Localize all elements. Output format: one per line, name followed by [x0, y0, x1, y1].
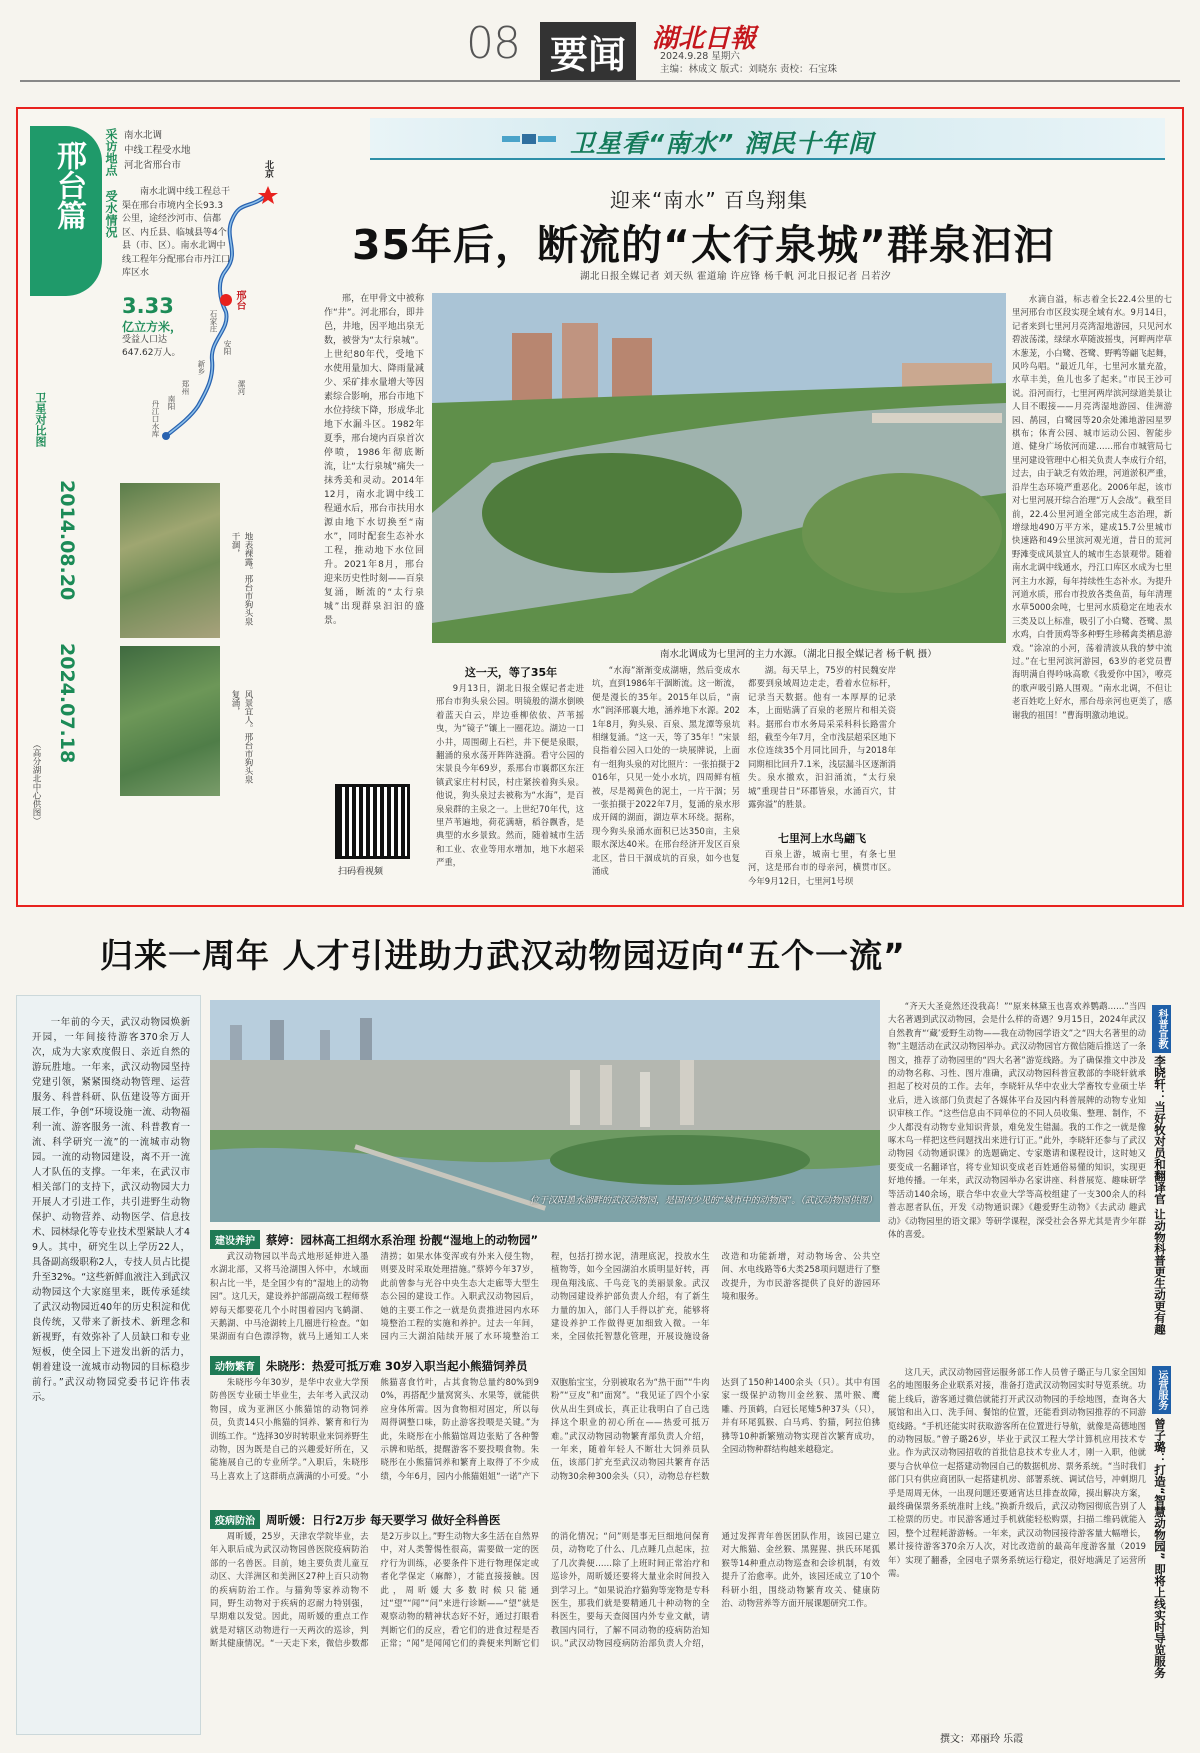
masthead-rule [20, 80, 1180, 82]
section-3-body [210, 1530, 880, 1735]
side-label-location: 采访地点 [104, 128, 118, 176]
side-figure-note: 受益人口达647.62万人。 [122, 335, 181, 358]
route-map [140, 160, 290, 450]
masthead [0, 0, 1200, 80]
section-2-header [210, 1356, 528, 1375]
subhead-2: 七里河上水鸟翩飞 [778, 832, 866, 845]
qr-code[interactable] [335, 784, 410, 859]
right-text-2: 这几天，武汉动物园营运服务部工作人员曾子璐正与几家全国知名的地图服务企业联系对接，准备打造武汉动物园实时导览系统。功能上线后，游客通过微信就能打开武汉动物园的手绘地图，查询各大展馆和出入口、洗手间、餐馆的位置，还能看到动物园推荐的不同游览线路。“手机还能实时获取游客所在位置进行导航，就像是高德地图的动物园版。”曾子璐26岁，毕业于武汉工程大学计算机应用技术专业。作为武汉动物园招收的首批信息技术专业人才，刚一入职，他就要与合伙单位一起搭建动物园自己的数据机房、票务系统。“当时我们部门只有供应商团队一起搭建机房、部署系统、调试信号，冲刺期几乎是周周无休，一出现问题还要通宵达旦排查故障，摸出解决方案，最终确保票务系统准时上线。”换新升级后，武汉动物园彻底告别了人工检票的历史。市民游客通过手机就能轻松购票，扫描二维码就能入园，整个过程耗游游畅。一年来，武汉动物园接待游客量大幅增长，累计接待游客370余万人次，对比改造前的最高年度游客量（2019年）实现了翻番，全园电子票务系统运行稳定，很好地满足了运营所需。 [888, 1367, 1146, 1579]
paper-logo: 湖北日報 [652, 24, 757, 54]
satellite-image-2014 [120, 483, 220, 638]
right-tag-1: 科普宣教 [1152, 1005, 1171, 1053]
map-label-city: 石家庄 [209, 310, 218, 333]
section-1-title: 蔡婷：园林高工担纲水系治理 扮靓“湿地上的动物园” [266, 1232, 539, 1247]
body-column-d [1012, 293, 1172, 898]
zoo-left-text: 一年前的今天，武汉动物园焕新开园，一年间接待游客370余万人次，成为大家欢度假日、亲近自然的游玩胜地。一年来，武汉动物园坚持党建引领，紧紧围绕动物管理、运营服务、科普科研、队伍建设等方面开展工作，争创“环境设施一流、动物福利一流、游客服务一流、科普教育一流、科学研究一流”的一流城市动物园。一流的动物园建设，离不开一流人才队伍的支撑。一年来，在武汉市相关部门的支持下，武汉动物园大力开展人才引进工作，共引进野生动物保护、动物营养、动物医学、信息技术、园林绿化等专业技术型紧缺人才49人。其中，研究生以上学历22人，具备副高级职称2人，专技人员占比提升至32%。“这些新鲜血液注入到武汉动物园这个大家庭里来，既传承延续了武汉动物园近40年的历史积淀和优良传统，又带来了新技术、新理念和新视野，有效弥补了人员缺口和专业短板，使全园上下迸发出新的活力，朝着建设一流城市动物园的目标稳步前行。”武汉动物园党委书记许伟表示。 [32, 1017, 190, 1403]
section-1-tag: 建设养护 [210, 1230, 260, 1249]
photo-caption: 南水北调成为七里河的主力水源。（湖北日报全媒记者 杨千帆 摄） [660, 649, 937, 660]
zoo-aerial-image [210, 1000, 880, 1222]
satellite-image-2024 [120, 646, 220, 796]
right-text-1: “齐天大圣竟然还没我高！”“原来林黛玉也喜欢养鹦鹉……”当四大名著遇到武汉动物园，会是什么样的奇遇？9月15日，2024年武汉自然教育“‘藏’爱野生动物——我在动物园学语文”之“四大名著里的动物”主题活动在武汉动物园举办。武汉动物园官方微信随后推送了一条图文，推荐了动物园里的“四大名著”游览线路。为了确保推文中涉及的动物名称、习性、图片准确，武汉动物园科普宣教部的李晓轩就承担起了校对员的工作。去年，李晓轩从华中农业大学畜牧专业硕士毕业后，进入该部门负责起了各媒体平台及园内科普展牌的动物专业知识审核工作。“这些信息由不同单位的不同人员收集、整理、制作，不少人都没有动物专业知识背景，难免发生错漏。我的工作之一就是像啄木鸟一样把这些问题找出来进行订正。”此外，李晓轩还参与了武汉动物园《动物通识课》的选题确定、专家邀请和课程设计，这时她又要变成一名翻译官，将专业知识变成老百姓通俗易懂的知识，实现更好地传播。一年来，武汉动物园举办名家讲座、科普展览、趣味研学等活动140余场，联合华中农业大学等高校组建了一支300余人的科普志愿者队伍，开发《动物通识课》《趣爱野生动物》《去武动 趣武动》《动物园里的语文课》等研学课程，深受社会各界尤其是青少年群体的喜爱。 [888, 1001, 1146, 1239]
xingtai-marker-icon [220, 294, 232, 306]
section-title: 要闻 [540, 22, 636, 81]
body-text: 百泉上游，城南七里，有条七里河，这是邢台市的母亲河，横贯市区。今年9月12日，七里河1号坝 [748, 849, 896, 886]
side-label-water: 受水情况 [104, 190, 118, 238]
banner-title: 卫星看“南水” 润民十年间 [570, 129, 874, 158]
body-column-c [748, 664, 896, 826]
side-figure-unit: 亿立方米， [122, 320, 183, 334]
map-label-city: 安阳 [223, 340, 232, 355]
side-place-line: 南水北调 [124, 130, 163, 141]
sat-caption-1: 地表裸露。邢台市狗头泉干涸， [230, 532, 253, 626]
section-2-title: 朱晓彤：热爱可抵万难 30岁入职当起小熊猫饲养员 [266, 1358, 528, 1373]
map-label-city: 郑州 [181, 380, 190, 395]
section-1-header [210, 1230, 538, 1249]
right-tag-2: 运营服务 [1152, 1366, 1171, 1414]
section-3-title: 周昕媛：日行2万步 每天要学习 做好全科兽医 [266, 1512, 501, 1527]
feature-byline: 湖北日报全媒记者 刘天纵 霍道瑜 许应锋 杨千帆 河北日报记者 吕若汐 [580, 271, 892, 282]
map-label-beijing: 北京 [263, 160, 273, 178]
map-label-city: 南阳 [167, 395, 176, 410]
section-3-header [210, 1510, 501, 1529]
date-line: 2024.9.28 星期六 [660, 51, 740, 62]
map-label-city: 漯河 [237, 380, 246, 395]
intro-text: 邢，在甲骨文中被称作“井”。河北邢台，即井邑，井地，因平地出泉无数，被誉为“太行泉城”。上世纪80年代，受地下水使用量加大、降雨量减少、采矿排水量增大等因素综合影响，邢台市地下水位持续下降，形成华北地下水漏斗区。1982年夏季，邢台境内百泉首次停喷，1986年彻底断流，让“太行泉城”痛失一抹秀美和灵动。2014年12月，南水北调中线工程通水后，邢台市扶用水源由地下水切换至“南水”，同时配套生态补水工程，推动地下水位回升。2021年8月，邢台迎来历史性时刻——百泉复涌，断流的“太行泉城”出现群泉汩汩的盛景。 [324, 294, 424, 626]
body-column-c2 [748, 848, 896, 898]
feature-headline: 35年后，断流的“太行泉城”群泉汩汩 [352, 221, 1055, 269]
river-landscape-image [432, 293, 1006, 643]
body-text: 湖。每天早上，75岁的村民魏安岸都要到泉域周边走走，看着水位标杆，记录当天数据。他有一本厚厚的记录本，上面贴满了百泉的老照片和相关资料。据邢台市水务局采采科科长路雷介绍，截至今年7月，全市浅层超采区地下水位连续35个月同比回升，与2018年同期相比回升7.1米，浅层漏斗区逐渐消失。泉水撤欢，汩汩涌流，“太行泉城”重现昔日“环郡皆泉，水涌百穴，甘露弥溢”的胜景。 [748, 665, 896, 810]
map-label-xingtai: 邢台 [234, 290, 245, 310]
qr-caption: 扫码看视频 [338, 867, 384, 877]
satellite-icon [500, 124, 560, 154]
intro-column [324, 292, 424, 812]
map-label-danjiangkou: 丹江口水库 [151, 400, 160, 438]
main-photo [432, 293, 1006, 643]
sat-date-2: 2024.07.18 [56, 643, 78, 764]
sat-compare-label: 卫星对比图 [34, 392, 47, 447]
zoo-left-column [32, 1015, 190, 1720]
section-3-text: 周昕媛，25岁，天津农学院毕业，去年入职后成为武汉动物园兽医院疫病防治部的一名兽医。目前，她主要负责儿童互动区、大洋洲区和美洲区27种上百只动物的疾病防治工作。与猫狗等家养动物不同，野生动物对于疾病的忍耐力特别强，早期难以发觉。因此，周昕媛的重点工作就是对辖区动物进行一天两次的巡诊，判断其健康情况。“一天走下来，微信步数都是2万步以上。”野生动物大多生活在自然界中，对人类警惕性很高，需要做一定的医疗行为训练，必要条件下进行物理保定或者化学保定（麻醉），才能直接接触。因此，周昕媛大多数时候只能通过“望”“闻”“问”来进行诊断——“望”就是观察动物的精神状态好不好，通过打眼看判断它们的反应，看它们的进食过程是否正常；“闻”是闻闻它们的粪便来判断它们的消化情况；“问”则是事无巨细地问保育员，动物吃了什么、几点睡几点起床，拉了几次粪便……除了上班时间正常治疗和巡诊外，周昕媛还要将大量业余时间投入到学习上。“如果说治疗猫狗等宠物是专科医生，那我们就是要精通几十种动物的全科医生，要每天查阅国内外专业文献，请教国内同行，了解不同动物的疫病防治知识。”武汉动物园疫病防治部负责人介绍，通过发挥青年兽医团队作用，该园已建立对大熊猫、金丝猴、黑猩猩、拱氏环尾狐猴等14种重点动物巡查和会诊机制，有效提升了治愈率。此外，该园还成立了10个科研小组，围绕动物繁育攻关、健康防治、动物营养等方面开展课题研究工作。 [210, 1531, 880, 1649]
section-2-tag: 动物繁育 [210, 1356, 260, 1375]
body-column-b [592, 664, 740, 897]
feature-kicker: 迎来“南水” 百鸟翔集 [610, 188, 809, 212]
section-1-text: 武汉动物园以半岛式地形延伸进入墨水湖北部，又将马沧湖围入怀中，水域面积占比一半，是全国少有的“湿地上的动物园”。这几天，建设养护部副高级工程师蔡婷每天都要花几个小时围着园内飞鹤湖、天鹅湖、中马沧湖转上几圈进行检查。“如果湖面有白色漂浮物，就马上通知工人来清捞；如果水体变浑或有外来入侵生物，则要及时采取处理措施。”蔡婷今年37岁，此前曾参与光谷中央生态大走廊等大型生态公园的建设工作。入职武汉动物园后，她的主要工作之一就是负责推进园内水环境整治工程的实施和养护。过去一年间，园内三大湖泊陆续开展了水环境整治工程，包括打捞水泥，清理底泥，投放水生植物等，如今全园湖泊水质明显好转，再现鱼翔浅底、千鸟竞飞的美丽景象。武汉动物园建设养护部负责人介绍，有了新生力量的加入，部门人手得以扩充，能够将建设养护工作做得更加细致入微。一年来，全园依托智慧化管理，开展设施设备改造和功能新增，对动物场舍、公共空间、水电线路等6大类258项问题进行了整改提升，为市民游客提供了良好的游园环境和服务。 [210, 1251, 880, 1342]
side-info: 南水北调中线工程总干渠在邢台市境内全长93.3公里，途经沙河市、信都区、内丘县、临城县等4个县（市、区）。南水北调中线工程年分配邢台市丹江口库区水 [122, 187, 231, 278]
editor-line: 主编：林成文 版式：刘晓东 责校：石宝珠 [660, 64, 838, 75]
side-title: 邢台篇 [51, 140, 86, 230]
sat-date-1: 2014.08.20 [56, 480, 78, 601]
page-number: 08 [466, 18, 520, 69]
section-1-body [210, 1250, 880, 1350]
right-title-2: 曾子璐：打造“智慧动物园” 即将上线实时导览服务 [1153, 1418, 1167, 1679]
side-place-line: 中线工程受水地 [124, 145, 191, 156]
subhead-1: 这一天，等了35年 [464, 666, 558, 679]
feature-banner [370, 118, 1165, 160]
body-column-a [436, 682, 584, 897]
side-place-line: 河北省邢台市 [124, 160, 182, 171]
zoo-headline: 归来一周年 人才引进助力武汉动物园迈向“五个一流” [100, 936, 906, 975]
right-column-1 [888, 1000, 1146, 1356]
sat-caption-2: 风景宜人。邢台市狗头泉复涌， [230, 690, 253, 784]
zoo-photo [210, 1000, 880, 1222]
right-column-2 [888, 1366, 1146, 1711]
zoo-footer: 撰文：邓丽玲 乐霞 [940, 1734, 1024, 1745]
map-label-city: 新乡 [197, 360, 206, 375]
body-text: 9月13日，湖北日报全媒记者走进邢台市狗头泉公园。明镜般的湖水倒映着蓝天白云，岸边垂柳依依、芦苇摇曳，为“镜子”镶上一圈花边。湖边一口小井，周围砌上石栏，井下便是泉眼，翻涌的泉水荡开阵阵涟漪。看守公园的宋景良今年69岁，系邢台市襄都区东汪镇武家庄村村民，村庄紧挨着狗头泉。他说，狗头泉过去被称为“水海”，是百泉泉群的主泉之一。上世纪70年代，这里芦苇遍地，荷花满塘，稻谷飘香，是典型的水乡景致。然而，随着城市生活和工业、农业等用水增加，地下水超采严重， [436, 683, 584, 868]
body-text: 水滴自溢，标志着全长22.4公里的七里河邢台市区段实现全域有水。9月14日，记者来到七里河月亮湾湿地游园，只见河水碧波荡漾，绿绿水草随波摇曳，河畔两岸草木葱茏，小白鹭、苍鹭、野鸭等翩飞起舞，风吟鸟唱。“最近几年，七里河水量充盈，水草丰美，鱼儿也多了起来。”市民王沙可说。沿河而行，七里河两岸滨河绿道美景让人目不暇接——月亮湾湿地游园、佳洲游园、鹊园，白鹭园等20余处滩地游园星罗棋布；体育公园、城市运动公园、智能步道、健身广场依河而建……邢台市城管局七里河建设管理中心相关负责人李成行介绍，过去，由于缺乏有效治理，河道淤积严重，沿岸生态环境严重恶化。2006年起，该市对七里河展开综合治理“万人会战”。截至目前，22.4公里河道全部完成生态治理，新增绿地490万平方米，建成15.7公里城市快速路和49公里滨河观光道，昔日的荒河野滩变成风景宜人的城市生态景观带。随着南水北调中线通水，丹江口库区水成为七里河主力水源，每年持续性生态补水。为提升河道水质，邢台市投放各类鱼苗，每年清理水草5000余吨，七里河水质稳定在地表水三类及以上标准，吸引了小白鹭、苍鹭、黑水鸡，白骨顶鸡等多种野生珍稀禽类栖息游戏。“涂凉的小河，荡着清波从我的梦中流过。”在七里河滨河游园，63岁的老党员曹海明满自得吟咏高歌《我爱你中国》，嘹亮的歌声吸引路人围观。“南水北调，不但让老百姓吃上好水，邢台母亲河也更美了，感谢我的祖国！”曹海明激动地说。 [1012, 294, 1172, 720]
section-2-text: 朱晓彤今年30岁，是华中农业大学预防兽医专业硕士毕业生，去年考入武汉动物园，成为亚洲区小熊猫馆的动物饲养员，负责14只小熊猫的饲养、繁育和行为训练工作。“选择30岁时转职业来饲养野生动物，因为既是自己的兴趣爱好所在，又能施展自己的专业所学。”入职后，朱晓彤马上喜欢上了这群萌点满满的小可爱。“小熊猫喜食竹叶，占其食物总量约80%到90%，再搭配少量窝窝头、水果等，就能供应身体所需。因为食物相对固定，所以每周得调整口味，防止游客投喂是关键。”为此，朱晓彤在小熊猫馆周边张贴了各种警示牌和贴纸，提醒游客不要投喂食物。朱晓彤在小熊猫饲养和繁育上取得了不少成绩，今年6月，园内小熊猫姐姐“一诺”产下双胞胎宝宝，分别被取名为“热干面”“牛肉粉”“豆皮”和“面窝”。“我见证了四个小家伙从出生到成长，真正让我明白了自己选择这个职业的初心所在——热爱可抵万难。”武汉动物园动物繁育部负责人介绍，一年来，随着年轻人不断壮大饲养员队伍，该部门扩充至武汉动物园共繁育存活动物30余种300余头（只），动物总存栏数达到了150种1400余头（只）。其中有国家一级保护动物川金丝猴、黑叶猴、鹰雕、丹顶鹤，白冠长尾雉5种37头（只），并有环尾狐猴、白马鸡、豹猫，阿拉伯狒狒等10种新繁殖动物实现首次繁育成功，全园动物种群结构越来越稳定。 [210, 1377, 880, 1481]
section-3-tag: 疫病防治 [210, 1510, 260, 1529]
right-title-1: 李晓轩：当好牧对员和翻译官 让动物科普更生动更有趣 [1153, 1055, 1167, 1336]
zoo-photo-caption: 位于汉阳墨水湖畔的武汉动物园，是国内少见的“城市中的动物园”。（武汉动物园供图） [530, 1196, 877, 1206]
body-text: “水海”渐渐变成湖塘，然后变成水坑，直到1986年干涸断流。这一断流，便是漫长的35年。2015年以后，“南水”润泽邢襄大地，涵养地下水源。2021年8月，狗头泉、百泉、黑龙潭等泉坑相继复涌。“这一天，等了35年！”宋景良指着公园入口处的一块展牌说，上面有一组狗头泉的对比照片：一张拍摄于2016年，只见一处小水坑，四周鲜有植被，尽是褐黄色的泥土，一片干涸；另一张拍摄于2022年7月，复涌的泉水形成开阔的湖面，湖边草木环绕。据称，现今狗头泉涌水面积已达350亩，主泉眼水深达40米。在邢台经济开发区百泉北区，昔日干涸成坑的百泉，如今也复涌成 [592, 665, 740, 877]
sat-credit: （高分湖北中心供图） [31, 740, 41, 825]
section-2-body [210, 1376, 880, 1504]
side-figure: 3.33 [122, 294, 174, 318]
